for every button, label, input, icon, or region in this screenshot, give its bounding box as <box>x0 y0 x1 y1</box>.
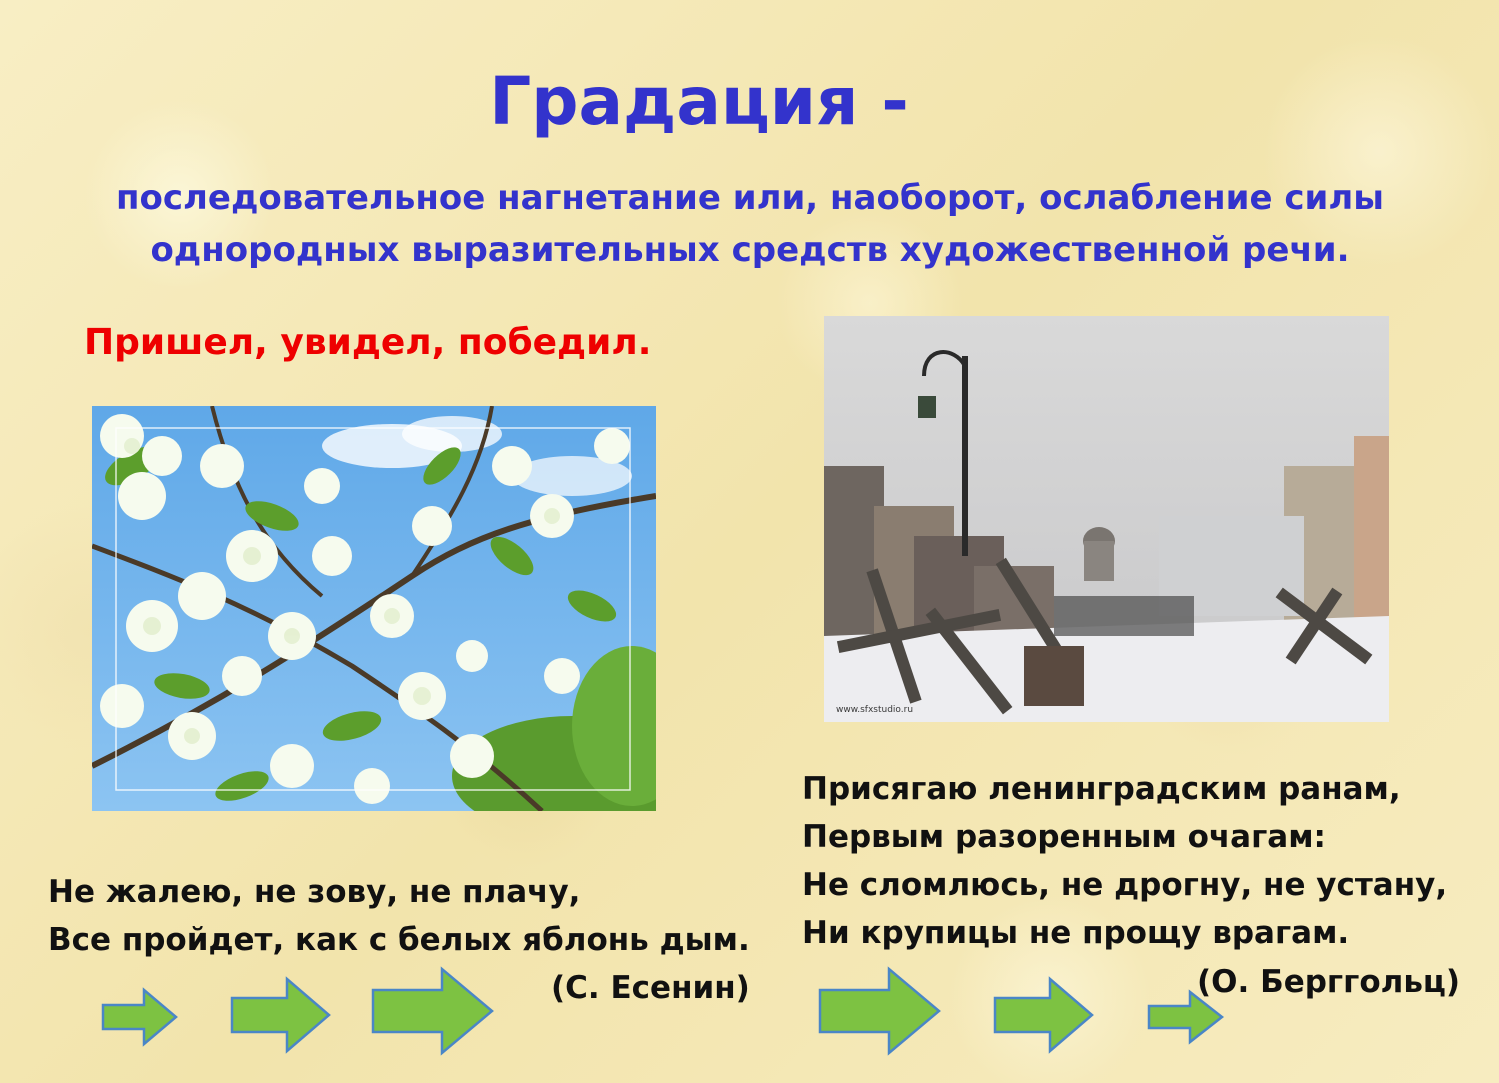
arrow-right-icon <box>370 966 496 1056</box>
poem-line: Не сломлюсь, не дрогну, не устану, <box>802 867 1448 903</box>
definition-line-1: последовательное нагнетание или, наоборот, ослабление силы <box>115 178 1384 218</box>
poem-line: Присягаю ленинградским ранам, <box>802 771 1401 807</box>
esenin-poem <box>48 868 750 964</box>
poem-line: Первым разоренным очагам: <box>802 819 1326 855</box>
arrow-right-icon <box>1146 989 1226 1045</box>
berggolts-author: (О. Берггольц) <box>1197 964 1461 1000</box>
poem-line: Все пройдет, как с белых яблонь дым. <box>48 922 750 958</box>
berggolts-poem <box>802 765 1447 957</box>
arrow-right-icon <box>992 976 1096 1054</box>
arrow-right-icon <box>100 987 180 1047</box>
poem-line: Ни крупицы не прощу врагам. <box>802 915 1350 951</box>
winter-leningrad-image <box>824 316 1389 722</box>
winter-image-watermark: www.sfxstudio.ru <box>836 705 914 715</box>
spring-blossom-image <box>92 406 656 811</box>
arrow-right-icon <box>817 966 943 1056</box>
definition-text <box>40 172 1460 276</box>
example-phrase: Пришел, увидел, победил. <box>84 322 652 363</box>
definition-line-2: однородных выразительных средств художественной речи. <box>150 230 1350 270</box>
arrow-right-icon <box>229 976 333 1054</box>
poem-line: Не жалею, не зову, не плачу, <box>48 874 581 910</box>
slide-title: Градация - <box>489 63 909 140</box>
esenin-author: (С. Есенин) <box>551 970 750 1006</box>
